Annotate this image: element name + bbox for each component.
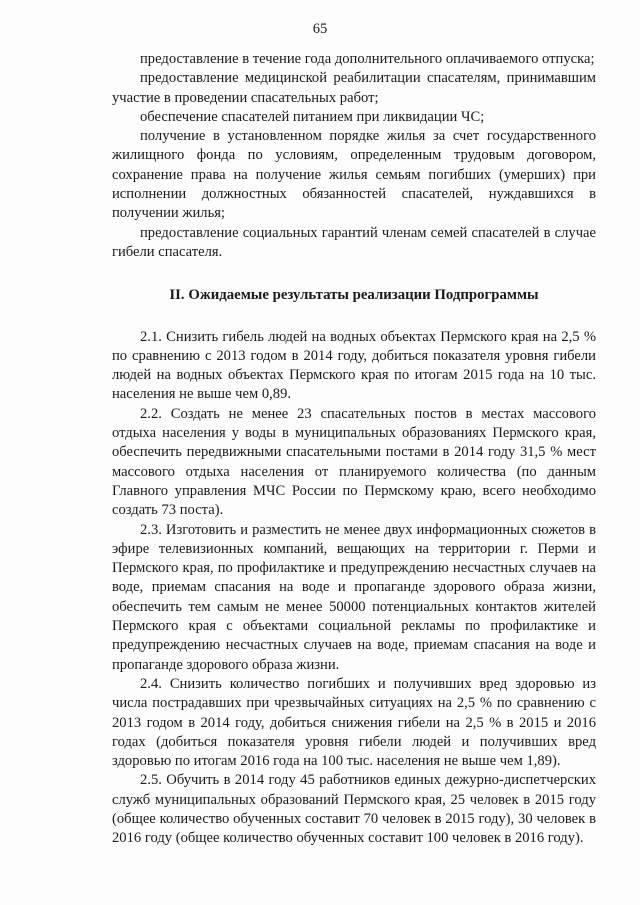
result-paragraph-2-3: 2.3. Изготовить и разместить не менее двух информационных сюжетов в эфире телевизионных компаний, вещающих на территории г. Перми и Пермского края, по профилактике и предупреждению несчастных случаев на воде, приемам спасания на воде и пропаганде здорового образа жизни, обеспечить тем самым не менее 50000 потенциальных контактов жителей Пермского края с объектами социальной рекламы по профилактике и предупреждению несчастных случаев на воде, приемам спасания на воде и пропаганде здорового образа жизни. — [112, 521, 596, 673]
list-item: обеспечение спасателей питанием при ликвидации ЧС; — [140, 108, 485, 125]
list-item: предоставление социальных гарантий членам семей спасателей в случае гибели спасателя. — [112, 224, 596, 260]
list-item: предоставление медицинской реабилитации спасателям, принимавшим участие в проведении спасательных работ; — [112, 70, 596, 106]
result-paragraph-2-4: 2.4. Снизить количество погибших и получивших вред здоровью из числа пострадавших при чрезвычайных ситуациях на 2,5 % по сравнению с 2013 годом в 2014 году, добиться снижения гибели на 2,5 % в 2015 и 2016 годах (добиться показателя уровня гибели людей и получивших вред здоровью по итогам 2016 года на 100 тыс. населения не выше чем 1,89). — [112, 675, 596, 770]
result-paragraph-2-2: 2.2. Создать не менее 23 спасательных постов в местах массового отдыха населения у воды в муниципальных образованиях Пермского края, обеспечить передвижными спасательными постами в 2014 году 31,5 % мест массового отдыха населения от планируемого количества (по данным Главного управления МЧС России по Пермскому краю, всего необходимо создать 73 поста). — [112, 405, 596, 519]
list-item: предоставление в течение года дополнительного оплачиваемого отпуска; — [140, 51, 595, 67]
list-item: получение в установленном порядке жилья за счет государственного жилищного фонда по условиям, определенным трудовым договором, сохранение права на получение жилья семьям погибших (умерших) при исполнении должностных обязанностей спасателей, нуждавшихся в получении жилья; — [112, 128, 596, 222]
page-number: 65 — [312, 21, 328, 37]
page-content — [112, 50, 596, 849]
result-paragraph-2-5: 2.5. Обучить в 2014 году 45 работников единых дежурно-диспетчерских служб муниципальных образований Пермского края, 25 человек в 2015 году (общее количество обученных составит 70 человек в 2015 году), 30 человек в 2016 году (общее количество обученных составит 100 человек в 2016 году). — [112, 772, 596, 847]
section-heading: II. Ожидаемые результаты реализации Подпрограммы — [169, 287, 539, 304]
result-paragraph-2-1: 2.1. Снизить гибель людей на водных объектах Пермского края на 2,5 % по сравнению с 2013 годом в 2014 году, добиться показателя уровня гибели людей на водных объектах Пермского края по итогам 2015 года на 10 тыс. населения не выше чем 0,89. — [112, 328, 596, 403]
